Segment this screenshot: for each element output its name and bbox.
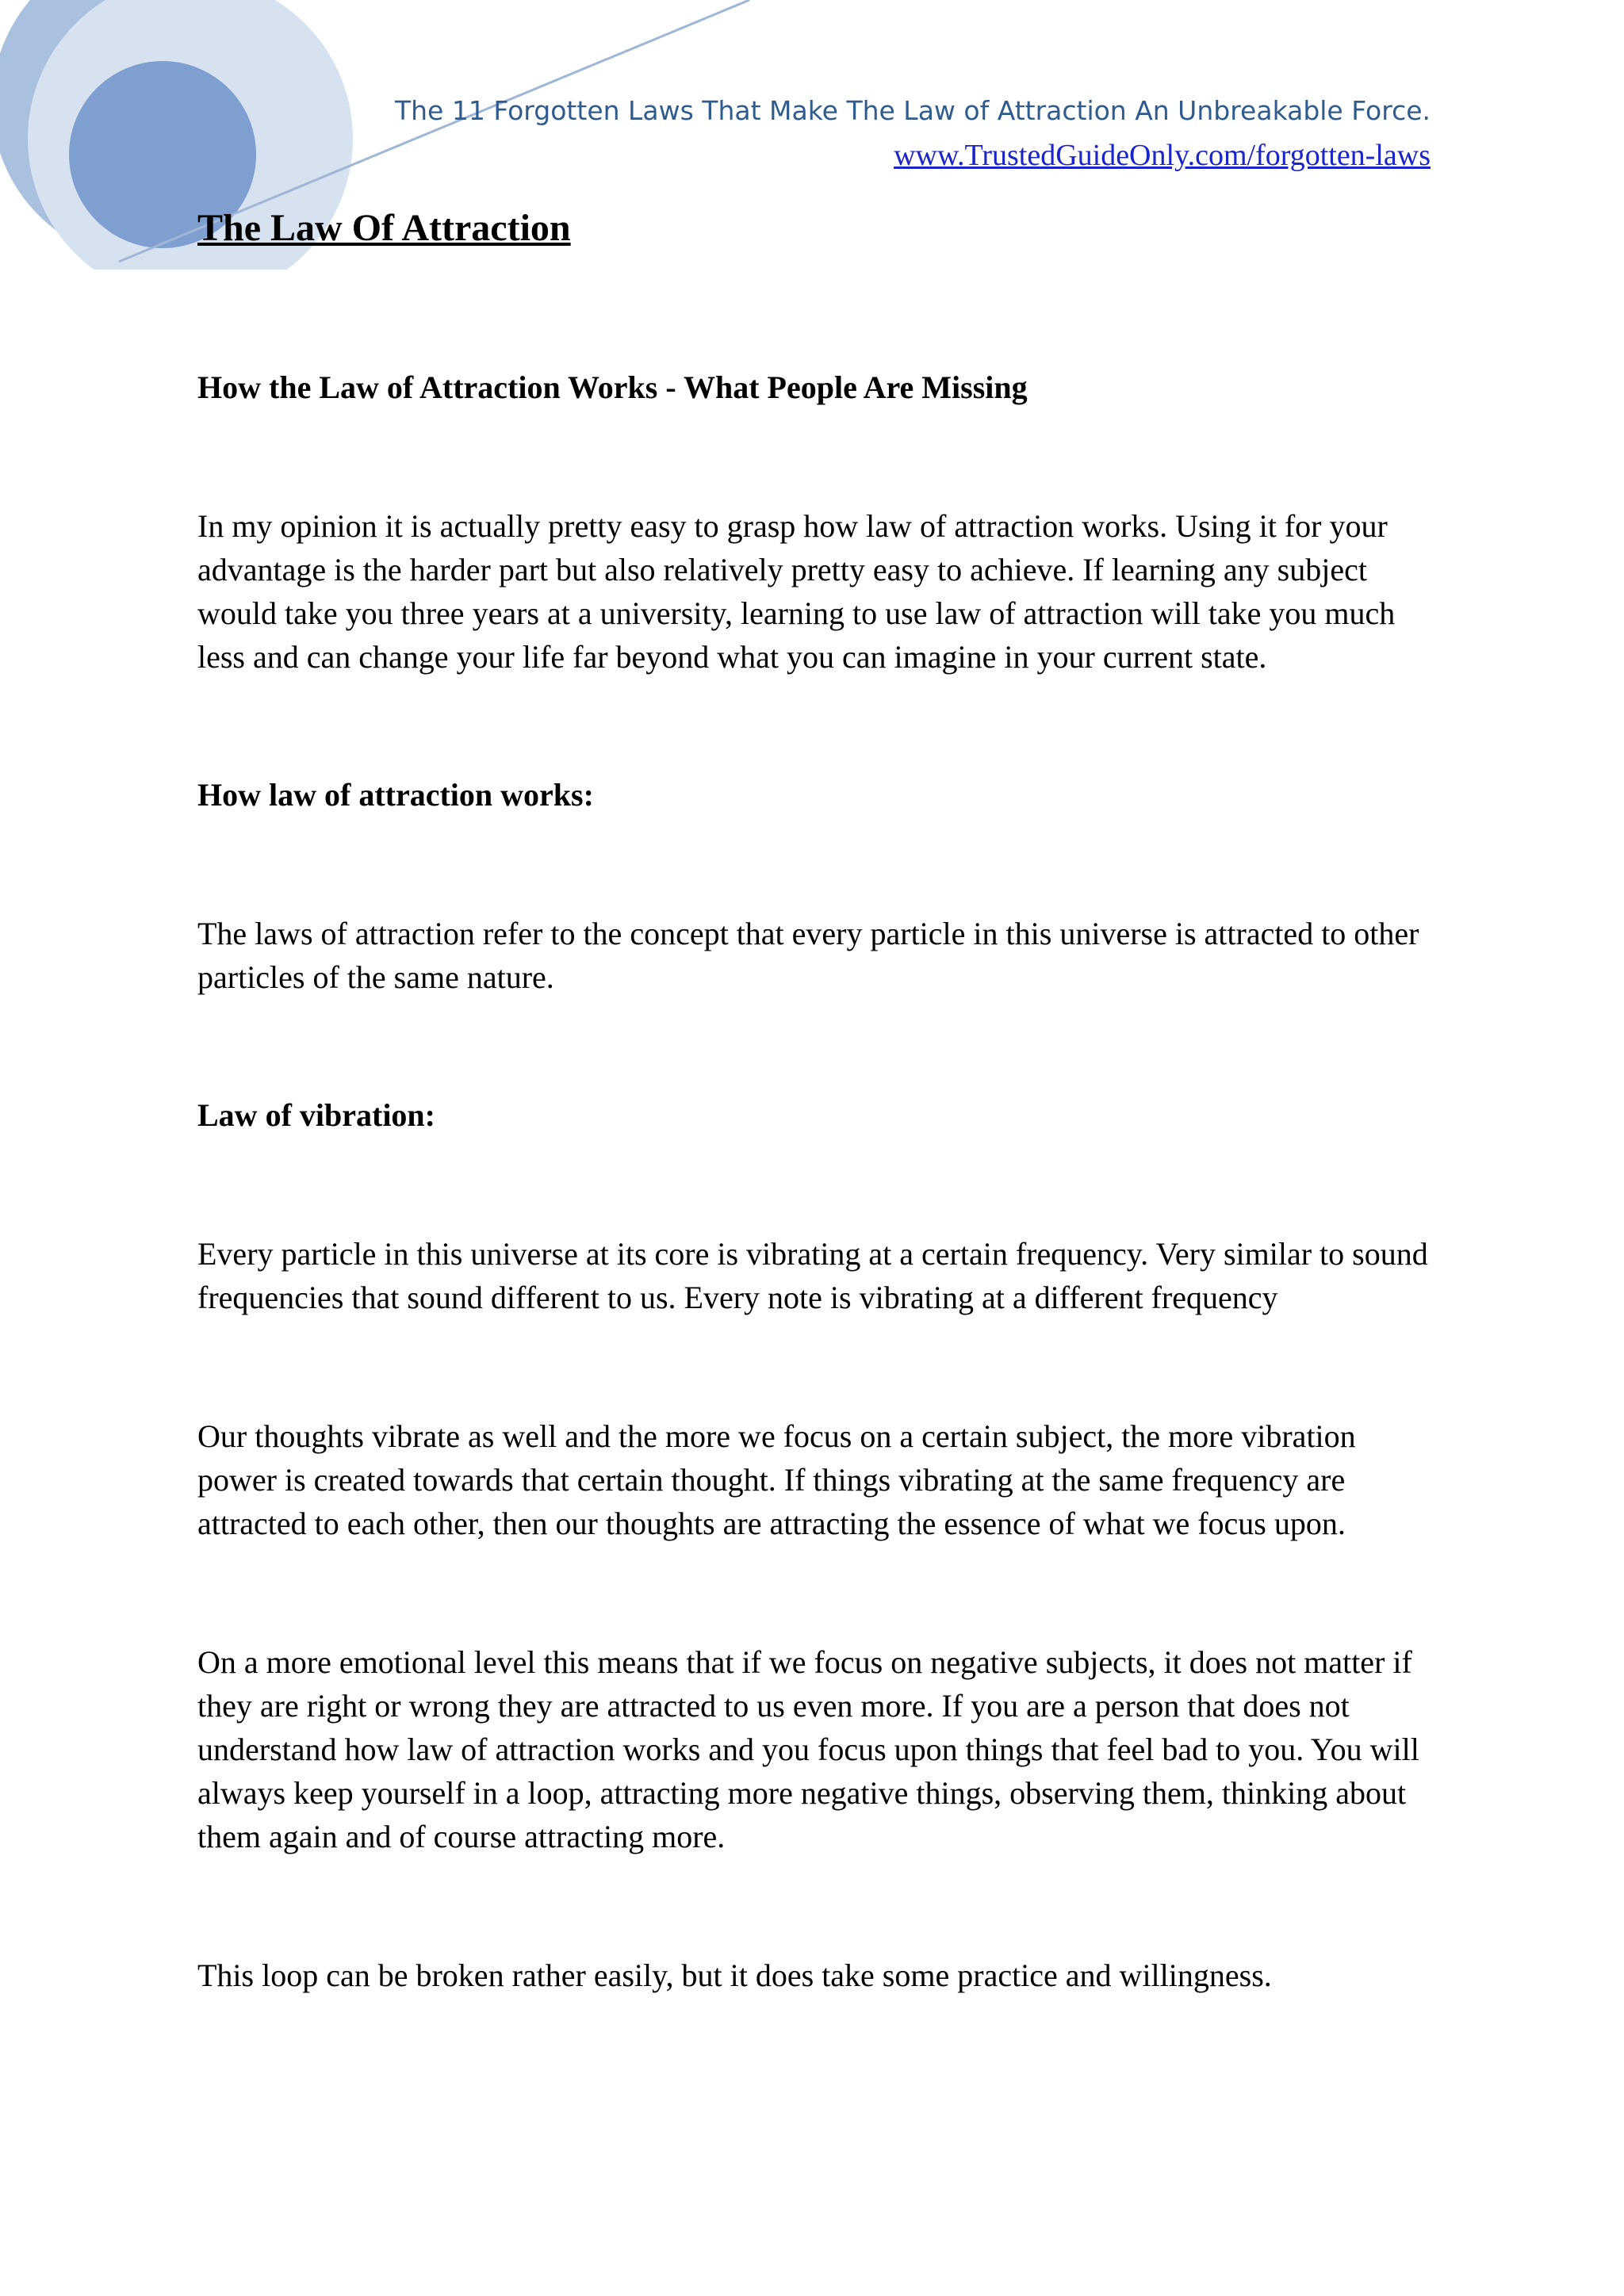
paragraph: The laws of attraction refer to the concept that every particle in this universe is attracted to other particles of the same nature.: [197, 916, 1419, 995]
section-heading: How the Law of Attraction Works - What People Are Missing: [197, 369, 1028, 405]
document-body: [197, 205, 1434, 1997]
section-heading: How law of attraction works:: [197, 777, 594, 813]
paragraph: Our thoughts vibrate as well and the more we focus on a certain subject, the more vibration power is created towards that certain thought. If things vibrating at the same frequency are attracted to each other, then our thoughts are attracting the essence of what we focus upon.: [197, 1418, 1356, 1541]
paragraph: Every particle in this universe at its core is vibrating at a certain frequency. Very similar to sound frequencies that sound different to us. Every note is vibrating at a different frequency: [197, 1236, 1428, 1315]
header-link[interactable]: www.TrustedGuideOnly.com/forgotten-laws: [894, 139, 1431, 172]
section-heading: Law of vibration:: [197, 1097, 435, 1133]
paragraph: In my opinion it is actually pretty easy to grasp how law of attraction works. Using it for your advantage is the harder part but also relatively pretty easy to achieve. If learning any subject would take you three years at a university, learning to use law of attraction will take you much less and can change your life far beyond what you can imagine in your current state.: [197, 508, 1396, 675]
running-header: The 11 Forgotten Laws That Make The Law of Attraction An Unbreakable Force.: [394, 95, 1431, 126]
paragraph: On a more emotional level this means that if we focus on negative subjects, it does not matter if they are right or wrong they are attracted to us even more. If you are a person that does not understand how law of attraction works and you focus upon things that feel bad to you. You will always keep yourself in a loop, attracting more negative things, observing them, thinking about them again and of course attracting more.: [197, 1644, 1419, 1854]
paragraph: This loop can be broken rather easily, but it does take some practice and willingness.: [197, 1957, 1272, 1993]
page-title: The Law Of Attraction: [197, 207, 571, 249]
